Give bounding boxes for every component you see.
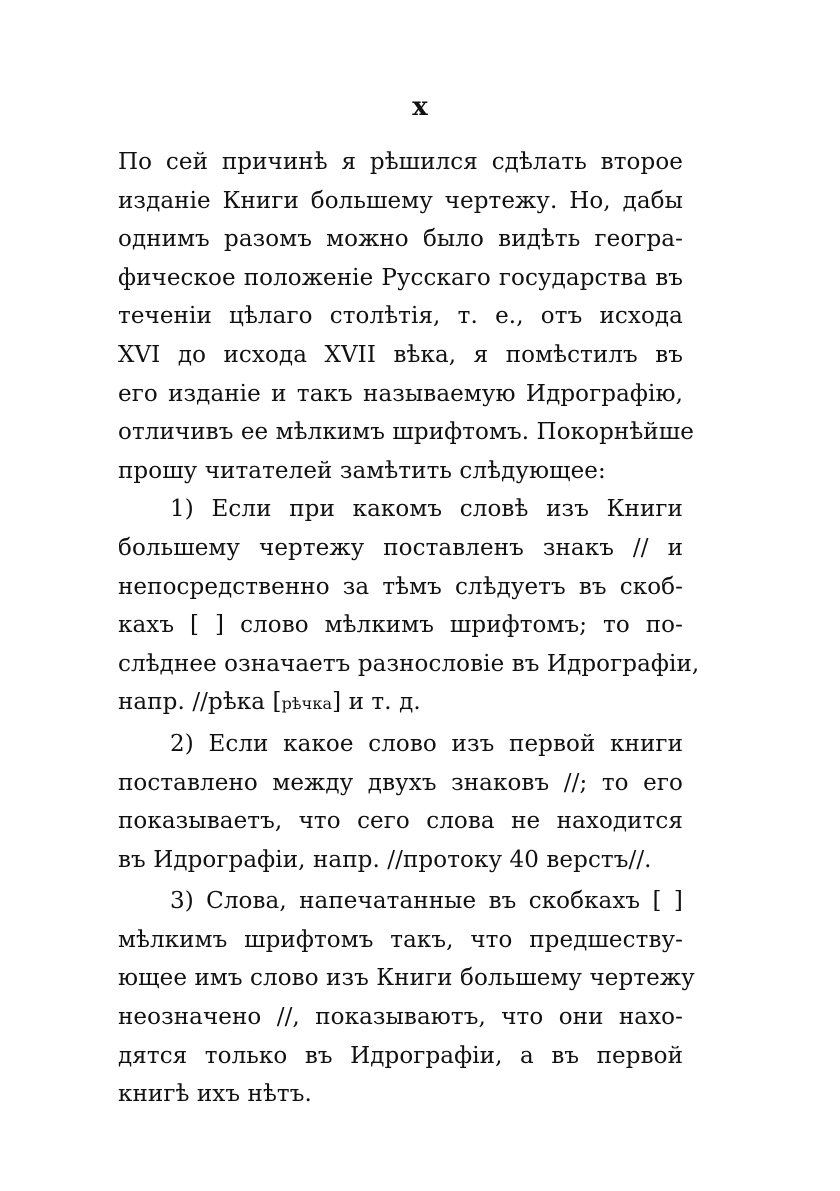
example-small-text: рѣчка: [281, 694, 333, 714]
example-suffix: ] и т. д.: [332, 689, 421, 716]
text-line: неозначено //, показываютъ, что они нахо-: [118, 1004, 683, 1031]
paragraph-intro: [118, 143, 694, 490]
paragraph-rule-1: [118, 490, 700, 722]
text-line: книгѣ ихъ нѣтъ.: [118, 1081, 312, 1108]
text-line: 3) Слова, напечатанные въ скобкахъ [ ]: [170, 888, 683, 915]
example-line: [118, 683, 683, 722]
text-line: кахъ [ ] слово мѣлкимъ шрифтомъ; то по-: [118, 612, 683, 639]
text-line: XVI до исхода XVII вѣка, я помѣстилъ въ: [118, 341, 683, 368]
text-line: поставлено между двухъ знаковъ //; то его: [118, 769, 683, 796]
text-line: непосредственно за тѣмъ слѣдуетъ въ скоб-: [118, 573, 683, 600]
text-line: однимъ разомъ можно было видѣть геогра-: [118, 226, 683, 253]
text-line: дятся только въ Идрографіи, а въ первой: [118, 1042, 683, 1069]
text-line: его изданіе и такъ называемую Идрографію,: [118, 380, 683, 407]
text-line: По сей причинѣ я рѣшился сдѣлать второе: [118, 149, 683, 175]
text-line: прошу читателей замѣтить слѣдующее:: [118, 457, 606, 484]
text-line: показываетъ, что сего слова не находится: [118, 808, 683, 835]
text-line: 2) Если какое слово изъ первой книги: [170, 730, 683, 757]
text-line: большему чертежу поставленъ знакъ // и: [118, 534, 683, 561]
text-line: въ Идрографіи, напр. //протоку 40 верстъ//.: [118, 846, 652, 873]
paragraph-rule-2: [118, 725, 683, 879]
text-line: ющее имъ слово изъ Книги большему чертежу: [118, 965, 695, 992]
text-line: слѣднее означаетъ разнословіе въ Идрографіи,: [118, 650, 700, 677]
paragraph-rule-3: [118, 882, 695, 1114]
page-number: x: [412, 92, 428, 122]
text-line: фическое положеніе Русскаго государства въ: [118, 264, 683, 291]
text-line: отличивъ ее мѣлкимъ шрифтомъ. Покорнѣйше: [118, 419, 694, 446]
text-line: мѣлкимъ шрифтомъ такъ, что предшеству-: [118, 926, 683, 953]
example-prefix: напр. //рѣка [: [118, 689, 282, 716]
text-line: изданіе Книги большему чертежу. Но, дабы: [118, 187, 683, 214]
body-text: [118, 143, 700, 1114]
text-line: 1) Если при какомъ словѣ изъ Книги: [170, 496, 683, 523]
text-line: теченіи цѣлаго столѣтія, т. е., отъ исхода: [118, 303, 683, 330]
